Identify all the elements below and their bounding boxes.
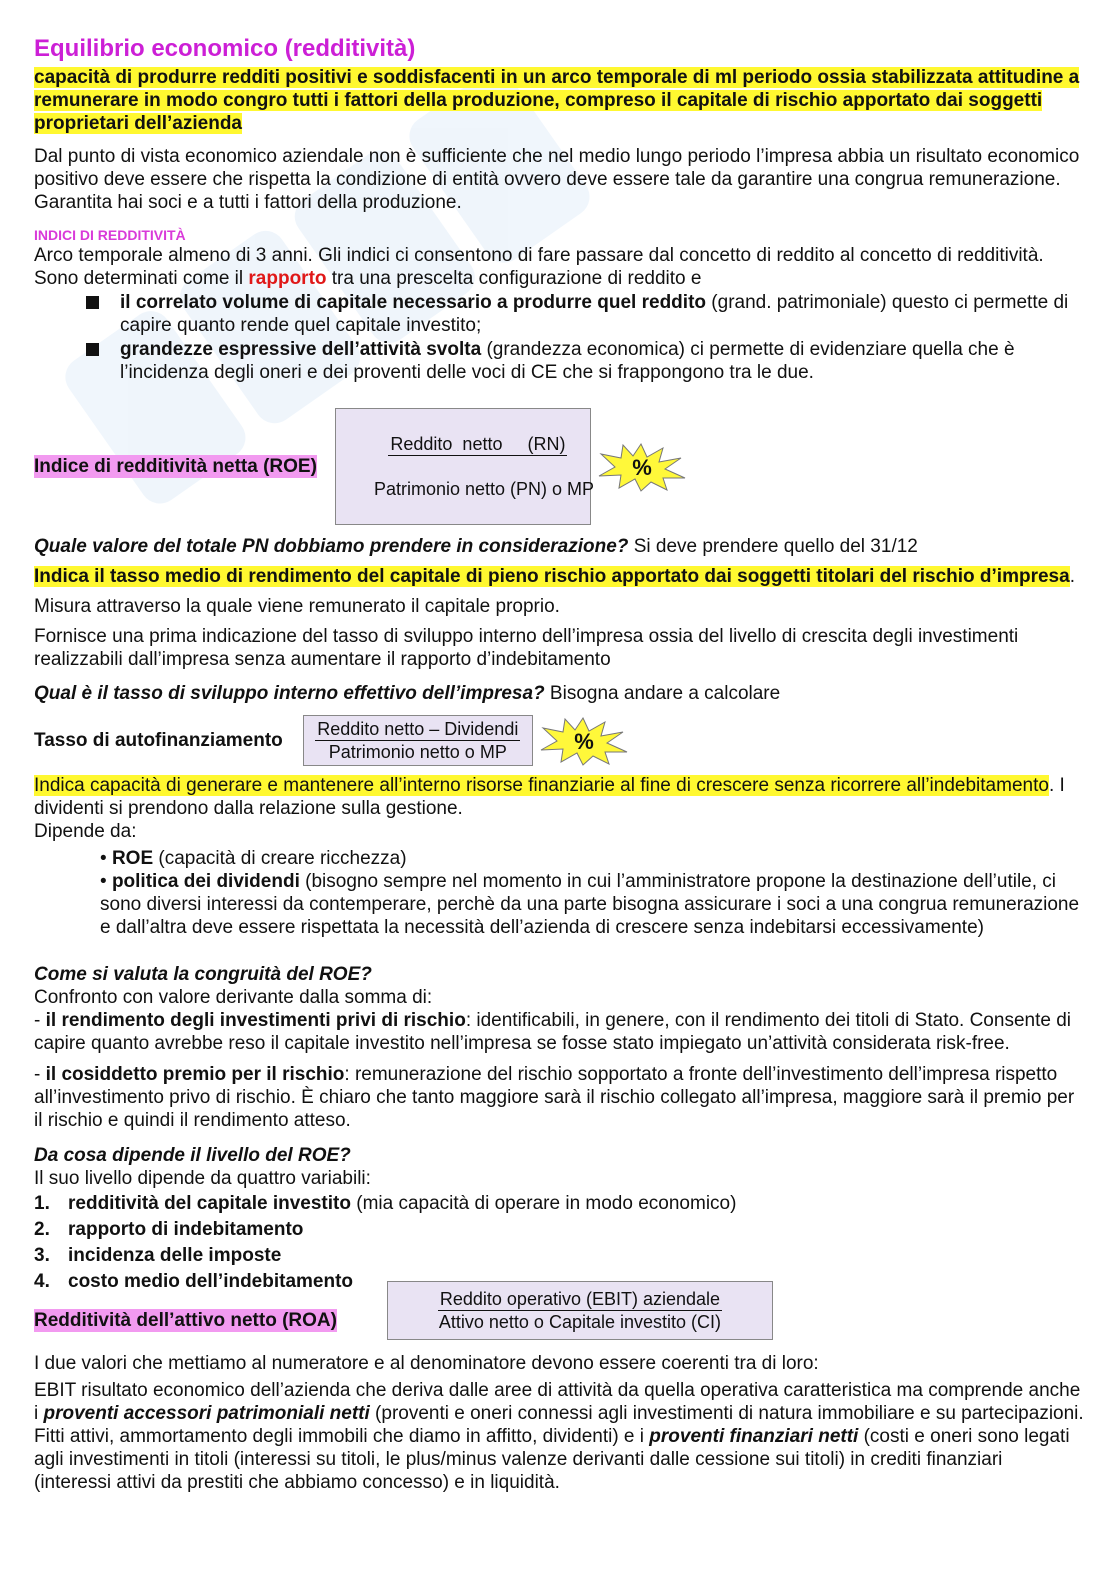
percent-label: % bbox=[574, 728, 594, 754]
list-item: grandezze espressive dell’attività svolta (grandezza economica) ci permette di evidenziare quella che è l’incidenza degli oneri e dei proventi delle voci di CE che si frappongono tra le due. bbox=[120, 338, 1084, 384]
roa-formula-box bbox=[387, 1281, 773, 1340]
percent-label: % bbox=[632, 454, 652, 480]
livello-numbered-list bbox=[34, 1191, 1084, 1295]
percent-burst-icon bbox=[595, 442, 687, 492]
roe-denominator: Patrimonio netto (PN) o MP bbox=[373, 479, 595, 499]
roe-indica: Indica il tasso medio di rendimento del capitale di pieno rischio apportato dai soggetti titolari del rischio d’impresa. bbox=[34, 566, 1075, 587]
roe-numerator: Reddito netto (RN) bbox=[390, 434, 566, 454]
roe-question-line: Quale valore del totale PN dobbiamo prendere in considerazione? Si deve prendere quello del 31/12 bbox=[34, 536, 918, 557]
livello-question: Da cosa dipende il livello del ROE? bbox=[34, 1145, 351, 1166]
autofin-denominator: Patrimonio netto o MP bbox=[328, 742, 507, 762]
roe-question-2: Qual è il tasso di sviluppo interno effettivo dell’impresa? Bisogna andare a calcolare bbox=[34, 683, 781, 704]
document-page bbox=[34, 34, 1084, 1494]
roa-numerator: Reddito operativo (EBIT) aziendale bbox=[439, 1289, 721, 1309]
list-item: • politica dei dividendi (bisogno sempre nel momento in cui l’amministratore propone la destinazione dell’utile, ci sono diversi interessi da contemperare, perchè da una parte bisogna assicurare i soci a una congrua remunerazione e dall’altra deve essere rispettata la necessità dell’azienda di crescere senza indebitarsi eccessivamente) bbox=[100, 871, 1080, 938]
list-item: • ROE (capacità di creare ricchezza) bbox=[100, 848, 407, 869]
congruita-item-1: - il rendimento degli investimenti privi di rischio: identificabili, in genere, con il rendimento dei titoli di Stato. Consente di capire quanto avrebbe reso il capitale investito nell’impresa se fosse stato impiegato un’attività considerata risk-free. bbox=[34, 1010, 1071, 1054]
list-item: 3. incidenza delle imposte bbox=[34, 1245, 282, 1266]
indici-paragraph: Arco temporale almeno di 3 anni. Gli indici ci consentono di fare passare dal concetto di reddito al concetto di redditività. Sono determinati come il rapporto tra una prescelta configurazione di reddito e bbox=[34, 245, 1044, 289]
roe-fornisce: Fornisce una prima indicazione del tasso di sviluppo interno dell’impresa ossia del livello di crescita degli investimenti realizzabili dall’impresa senza aumentare il rapporto d’indebitamento bbox=[34, 626, 1019, 670]
roe-label: Indice di redditività netta (ROE) bbox=[34, 456, 317, 477]
autofin-indica: Indica capacità di generare e mantenere all’interno risorse finanziarie al fine di crescere senza ricorrere all’indebitamento. I dividenti si prendono dalla relazione sulla gestione. bbox=[34, 775, 1065, 819]
list-item: 2. rapporto di indebitamento bbox=[34, 1219, 304, 1240]
roe-misura: Misura attraverso la quale viene remunerato il capitale proprio. bbox=[34, 596, 560, 617]
congruita-question: Come si valuta la congruità del ROE? bbox=[34, 964, 372, 985]
livello-intro: Il suo livello dipende da quattro variabili: bbox=[34, 1168, 371, 1189]
roe-formula-box bbox=[335, 408, 595, 525]
autofin-formula-box bbox=[303, 715, 533, 766]
autofin-numerator: Reddito netto – Dividendi bbox=[317, 719, 519, 739]
congruita-item-2: - il cosiddetto premio per il rischio: remunerazione del rischio sopportato a fronte dell’investimento dell’impresa rispetto all’investimento privo di rischio. È chiaro che tanto maggiore sarà il rischio collegato all’impresa, maggiore sarà il premio per il rischio e quindi il rendimento atteso. bbox=[34, 1064, 1075, 1131]
intro-paragraph: Dal punto di vista economico aziendale non è sufficiente che nel medio lungo periodo l’impresa abbia un risultato economico positivo deve essere che rispetta la condizione di entità ovvero deve essere tale da garantire una congrua remunerazione. Garantita hai soci e a tutti i fattori della produzione. bbox=[34, 146, 1080, 213]
roa-label: Redditività dell’attivo netto (ROA) bbox=[34, 1310, 337, 1331]
indici-bullet-list bbox=[34, 291, 1084, 384]
square-bullet-icon bbox=[86, 343, 99, 356]
autofin-bullet-list bbox=[34, 847, 1084, 939]
list-item: 1. redditività del capitale investito (mia capacità di operare in modo economico) bbox=[34, 1193, 737, 1214]
list-item: 4. costo medio dell’indebitamento bbox=[34, 1271, 354, 1292]
roa-coerenti: I due valori che mettiamo al numeratore e al denominatore devono essere coerenti tra di loro: bbox=[34, 1353, 819, 1374]
section-heading-indici: INDICI DI REDDITIVITÀ bbox=[34, 227, 186, 243]
page-title: Equilibrio economico (redditività) bbox=[34, 35, 416, 62]
definition-text: capacità di produrre redditi positivi e soddisfacenti in un arco temporale di ml periodo ossia stabilizzata attitudine a remunerare in modo congro tutti i fattori della produzione, compreso il capitale di rischio apportato dai soggetti proprietari dell’azienda bbox=[34, 67, 1080, 134]
roa-ebit-paragraph: EBIT risultato economico dell’azienda che deriva dalle aree di attività da quella operativa caratteristica ma comprende anche i proventi accessori patrimoniali netti (proventi e oneri connessi agli investimenti di natura immobiliare e su partecipazioni. Fitti attivi, ammortamento degli immobili che diamo in affitto, dividenti) e i proventi finanziari netti (costi e oneri sono legati agli investimenti in titoli (interessi su titoli, le plus/minus valenze derivanti dalle cessione sui titoli) in crediti finanziari (interessi attivi da prestiti che abbiamo concesso) e in liquidità. bbox=[34, 1380, 1084, 1493]
list-item: il correlato volume di capitale necessario a produrre quel reddito (grand. patrimoniale) questo ci permette di capire quanto rende quel capitale investito; bbox=[120, 291, 1084, 337]
autofin-label: Tasso di autofinanziamento bbox=[34, 730, 283, 751]
roa-denominator: Attivo netto o Capitale investito (CI) bbox=[438, 1312, 722, 1332]
percent-burst-icon bbox=[537, 716, 629, 766]
roe-formula-row bbox=[34, 408, 1084, 525]
congruita-intro: Confronto con valore derivante dalla somma di: bbox=[34, 987, 433, 1008]
square-bullet-icon bbox=[86, 296, 99, 309]
autofin-formula-row bbox=[34, 715, 1084, 766]
autofin-dipende: Dipende da: bbox=[34, 821, 137, 842]
